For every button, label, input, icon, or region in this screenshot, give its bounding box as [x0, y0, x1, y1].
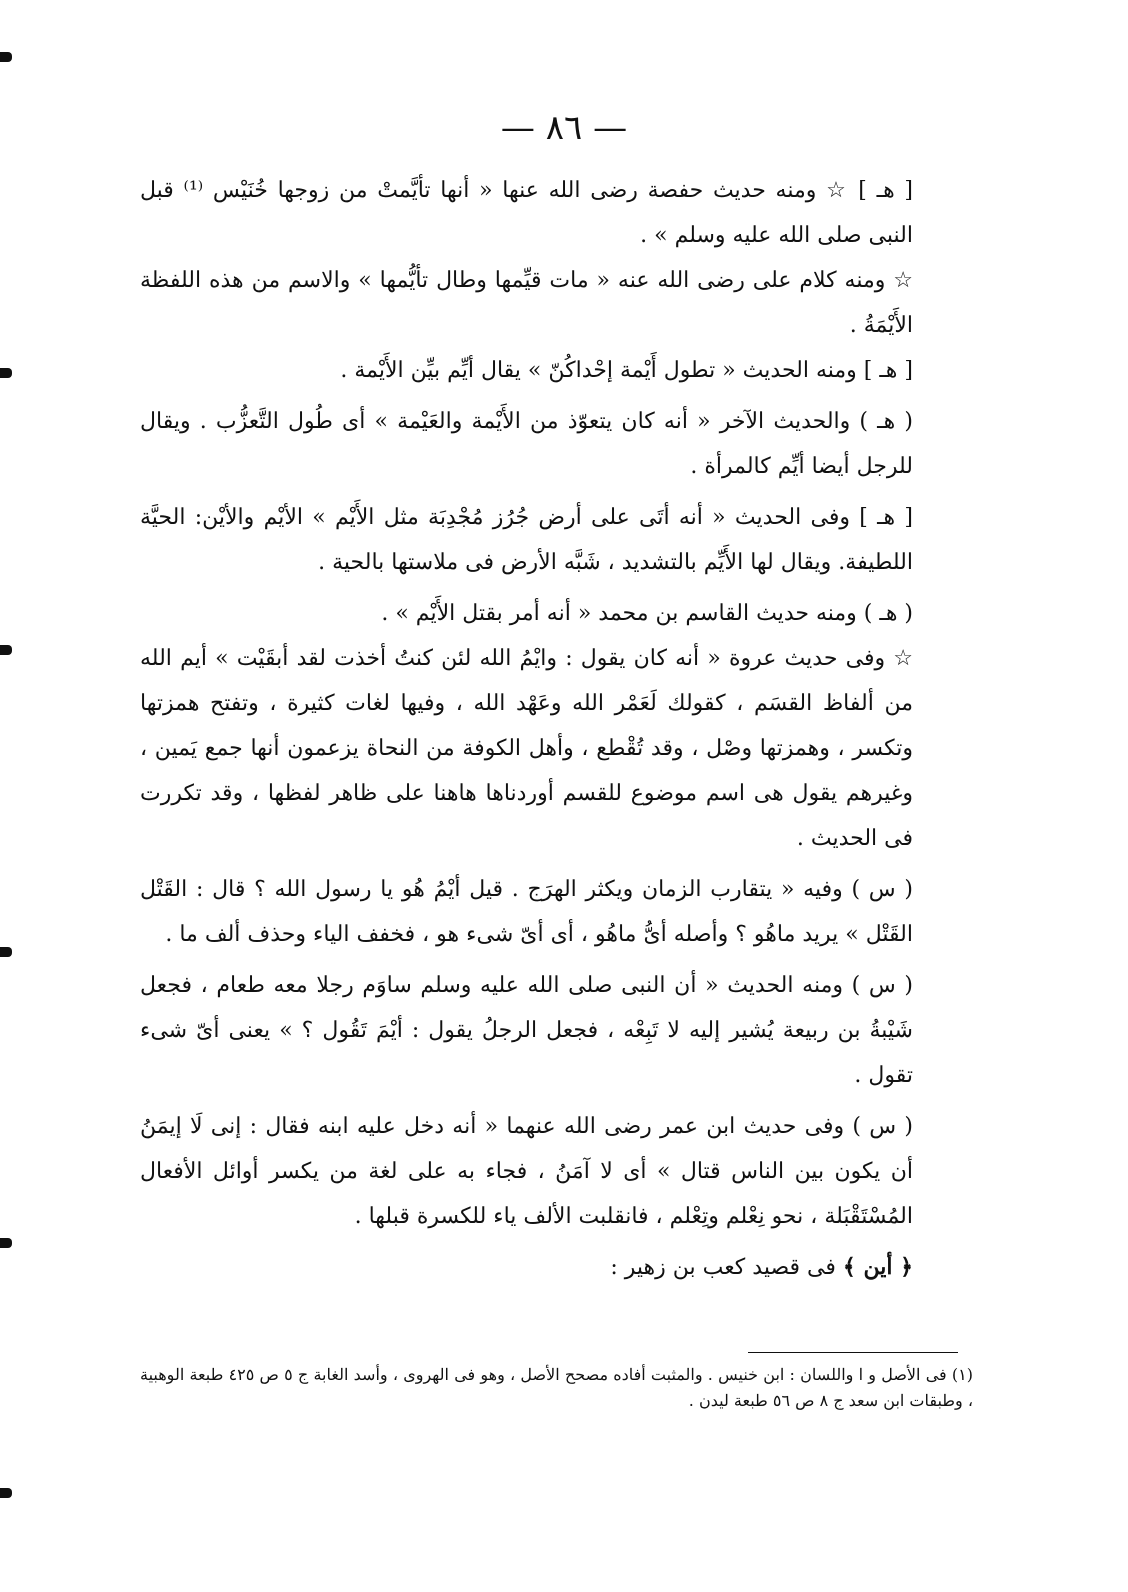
edge-mark	[0, 1488, 12, 1498]
footnote: (١) فى الأصل و ا واللسان : ابن خنيس . والمثبت أفاده مصحح الأصل ، وهو فى الهروى ، وأسد الغابة ج ٥ ص ٤٢٥ طبعة الوهبية ، وطبقات ابن سعد ج ٨ ص ٥٦ طبعة ليدن .	[140, 1365, 974, 1410]
edge-mark	[0, 1238, 12, 1248]
paragraph-sawama: ( س ) ومنه الحديث « أن النبى صلى الله عليه وسلم ساوَم رجلا معه طعام ، فجعل شَيْبةُ بن ربيعة يُشير إليه لا تَبِعْه ، فجعل الرجلُ يقول : أيْمَ تَقُول ؟ » يعنى أىّ شىء تقول .	[140, 973, 913, 1088]
paragraph-aymat-ihdakunna: [ هـ ] ومنه الحديث « تطول أَيْمة إحْداكُنّ » يقال أيِّم بيِّن الأَيْمة .	[340, 358, 913, 383]
page-number: — ٨٦ —	[500, 108, 628, 148]
paragraph-yataqarab: ( س ) وفيه « يتقارب الزمان ويكثر الهرَج . قيل أيْمُ هُو يا رسول الله ؟ قال : القَتْل القَتْل » يريد ماهُو ؟ وأصله أىُّ ماهُو ، أى أىّ شىء هو ، فخفف الياء وحذف ألف ما .	[140, 877, 913, 947]
edge-mark	[0, 52, 12, 62]
paragraph-ibn-umar: ( س ) وفى حديث ابن عمر رضى الله عنهما « أنه دخل عليه ابنه فقال : إنى لَا إيمَنُ أن يكون بين الناس قتال » أى لا آمَنُ ، فجاء به على لغة من يكسر أوائل الأفعال المُسْتَقْبَلة ، نحو نِعْلم وتِعْلم ، فانقلبت الألف ياء للكسرة قبلها .	[140, 1114, 913, 1229]
paragraph-al-qasim: ( هـ ) ومنه حديث القاسم بن محمد « أنه أمر بقتل الأَيْم » .	[381, 601, 913, 626]
section-heading	[140, 1245, 973, 1290]
paragraph-ard-juruz: [ هـ ] وفى الحديث « أنه أتَى على أرض جُرُز مُجْدِبَة مثل الأَيْم » الأيْم والأيْن: الحيَّة اللطيفة. ويقال لها الأَيِّم بالتشديد ، شَبَّه الأرض فى ملاستها بالحية .	[140, 505, 913, 575]
section-lemma: ﴿ أين ﴾	[842, 1254, 913, 1280]
body-text	[140, 168, 973, 1290]
footnote-rule	[748, 1352, 958, 1353]
edge-mark	[0, 645, 12, 655]
paragraph-hafsa: [ هـ ] ☆ ومنه حديث حفصة رضى الله عنها « أنها تأيَّمتْ من زوجها خُنَيْس ⁽¹⁾ قبل النبى صلى الله عليه وسلم » .	[140, 178, 913, 248]
section-intro: فى قصيد كعب بن زهير :	[610, 1255, 836, 1280]
paragraph-aymat-wal-aymat: ( هـ ) والحديث الآخر « أنه كان يتعوّذ من الأَيْمة والعَيْمة » أى طُول التَّعزُّب . ويقال للرجل أيضا أيِّم كالمرأة .	[140, 409, 913, 479]
edge-mark	[0, 947, 12, 957]
paragraph-ali: ☆ ومنه كلام على رضى الله عنه « مات قيِّمها وطال تأيُّمها » والاسم من هذه اللفظة الأَيْمَةُ .	[140, 268, 913, 338]
edge-mark	[0, 368, 12, 378]
paragraph-urwa: ☆ وفى حديث عروة « أنه كان يقول : وايْمُ الله لئن كنتُ أخذت لقد أبقَيْت » أيم الله من ألفاظ القسَم ، كقولك لَعَمْر الله وعَهْد الله ، وفيها لغات كثيرة ، وتفتح همزتها وتكسر ، وهمزتها وصْل ، وقد تُقْطع ، وأهل الكوفة من النحاة يزعمون أنها جمع يَمين ، وغيرهم يقول هى اسم موضوع للقسم أوردناها هاهنا على ظاهر لفظها ، وقد تكررت فى الحديث .	[140, 646, 913, 851]
